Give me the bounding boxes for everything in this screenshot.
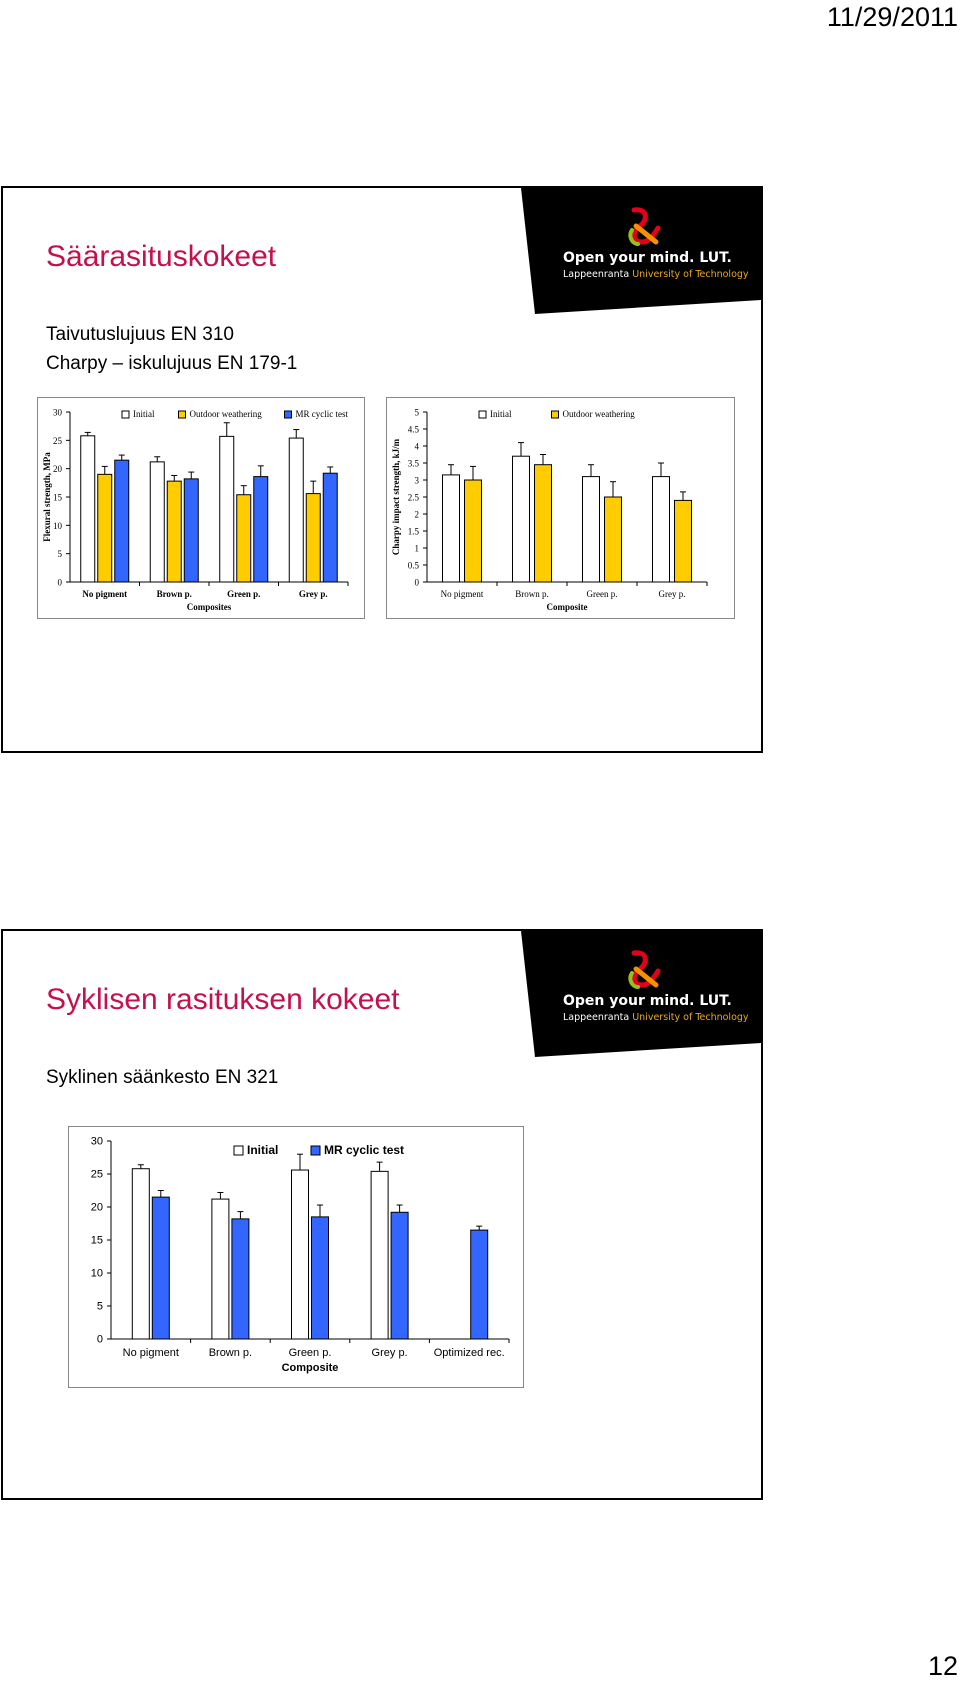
slide-1 xyxy=(1,186,763,753)
legend-label: Outdoor weathering xyxy=(189,409,262,419)
slide-title: Syklisen rasituksen kokeet xyxy=(46,983,400,1016)
legend-swatch xyxy=(179,411,186,418)
x-tick-label: No pigment xyxy=(440,589,484,599)
y-tick-label: 0 xyxy=(57,577,62,588)
lut-logo-banner xyxy=(521,931,761,1057)
bar xyxy=(152,1197,169,1339)
bullet-1: Syklinen säänkesto EN 321 xyxy=(46,1067,279,1088)
y-axis-label: Flexural strength, MPa xyxy=(42,452,52,542)
x-axis-label: Composites xyxy=(186,602,232,612)
x-tick-label: Grey p. xyxy=(298,589,328,599)
bar xyxy=(535,465,552,582)
document-date: 11/29/2011 xyxy=(826,2,958,32)
legend-label: Outdoor weathering xyxy=(562,409,635,419)
y-tick-label: 15 xyxy=(90,1234,103,1247)
bar xyxy=(371,1171,388,1339)
y-tick-label: 20 xyxy=(90,1201,103,1214)
bar xyxy=(471,1230,488,1339)
legend-swatch xyxy=(122,411,129,418)
x-tick-label: Brown p. xyxy=(208,1347,253,1359)
logo-slogan: Open your mind. LUT. xyxy=(563,250,732,266)
slide-title: Säärasituskokeet xyxy=(46,240,277,273)
y-tick-label: 2 xyxy=(414,509,419,520)
x-tick-label: Brown p. xyxy=(515,589,549,599)
bar xyxy=(220,436,234,582)
bar xyxy=(132,1169,149,1339)
bar xyxy=(237,495,251,582)
bar xyxy=(184,479,198,582)
bar xyxy=(232,1219,249,1339)
logo-university: Lappeenranta University of Technology xyxy=(563,269,749,280)
bar xyxy=(150,462,164,582)
y-tick-label: 30 xyxy=(90,1135,103,1148)
y-tick-label: 5 xyxy=(57,549,62,560)
x-tick-label: No pigment xyxy=(82,589,128,599)
y-tick-label: 0 xyxy=(414,577,419,588)
y-tick-label: 10 xyxy=(90,1267,103,1280)
lut-logo-banner xyxy=(521,188,761,314)
bar xyxy=(513,456,530,582)
y-tick-label: 0.5 xyxy=(407,560,419,571)
x-tick-label: Optimized rec. xyxy=(433,1347,505,1359)
bar xyxy=(115,460,129,582)
y-tick-label: 15 xyxy=(53,492,62,503)
legend-label: MR cyclic test xyxy=(295,409,348,419)
bar xyxy=(391,1212,408,1339)
bar xyxy=(443,475,460,582)
logo-slogan: Open your mind. LUT. xyxy=(563,993,732,1009)
y-tick-label: 3.5 xyxy=(407,458,419,469)
bar xyxy=(465,480,482,582)
legend-swatch xyxy=(479,411,486,418)
legend-swatch xyxy=(311,1146,320,1155)
legend-label: Initial xyxy=(247,1143,279,1157)
y-tick-label: 30 xyxy=(53,407,62,418)
charpy-chart xyxy=(386,397,735,619)
y-tick-label: 1.5 xyxy=(407,526,419,537)
cyclic-chart xyxy=(68,1126,524,1388)
bar xyxy=(583,477,600,582)
bar xyxy=(289,438,303,582)
y-tick-label: 5 xyxy=(414,407,419,418)
bar xyxy=(98,474,112,582)
legend-label: Initial xyxy=(133,409,155,419)
page-number: 12 xyxy=(927,1651,958,1681)
bar xyxy=(254,477,268,582)
bullet-1: Taivutuslujuus EN 310 xyxy=(46,324,234,345)
bar xyxy=(167,481,181,582)
y-tick-label: 4 xyxy=(414,441,419,452)
x-tick-label: Brown p. xyxy=(156,589,192,599)
y-tick-label: 5 xyxy=(96,1300,103,1313)
bar xyxy=(212,1199,229,1339)
y-axis-label: Charpy impact strength, kJ/m xyxy=(391,438,401,556)
slide-2 xyxy=(1,929,763,1500)
y-tick-label: 10 xyxy=(53,520,62,531)
y-tick-label: 4.5 xyxy=(407,424,419,435)
x-axis-label: Composite xyxy=(546,602,588,612)
bar xyxy=(605,497,622,582)
bar xyxy=(312,1217,329,1339)
y-tick-label: 25 xyxy=(53,435,62,446)
x-tick-label: Green p. xyxy=(288,1347,332,1359)
bullet-2: Charpy – iskulujuus EN 179-1 xyxy=(46,353,298,374)
legend-swatch xyxy=(234,1146,243,1155)
y-tick-label: 3 xyxy=(414,475,419,486)
legend-swatch xyxy=(552,411,559,418)
flexural-chart xyxy=(37,397,365,619)
y-tick-label: 1 xyxy=(414,543,419,554)
bar xyxy=(81,436,95,582)
bar xyxy=(675,500,692,582)
y-tick-label: 20 xyxy=(53,464,62,475)
y-tick-label: 0 xyxy=(96,1333,103,1346)
logo-university: Lappeenranta University of Technology xyxy=(563,1012,749,1023)
legend-swatch xyxy=(285,411,292,418)
x-tick-label: Green p. xyxy=(227,589,261,599)
x-tick-label: Grey p. xyxy=(371,1347,408,1359)
x-axis-label: Composite xyxy=(281,1362,339,1374)
legend-label: Initial xyxy=(490,409,512,419)
x-tick-label: Grey p. xyxy=(658,589,686,599)
y-tick-label: 2.5 xyxy=(407,492,419,503)
bar xyxy=(323,473,337,582)
bar xyxy=(292,1170,309,1339)
x-tick-label: Green p. xyxy=(586,589,618,599)
bar xyxy=(306,494,320,582)
bar xyxy=(653,477,670,582)
x-tick-label: No pigment xyxy=(122,1347,179,1359)
y-tick-label: 25 xyxy=(90,1168,103,1181)
legend-label: MR cyclic test xyxy=(324,1143,405,1157)
